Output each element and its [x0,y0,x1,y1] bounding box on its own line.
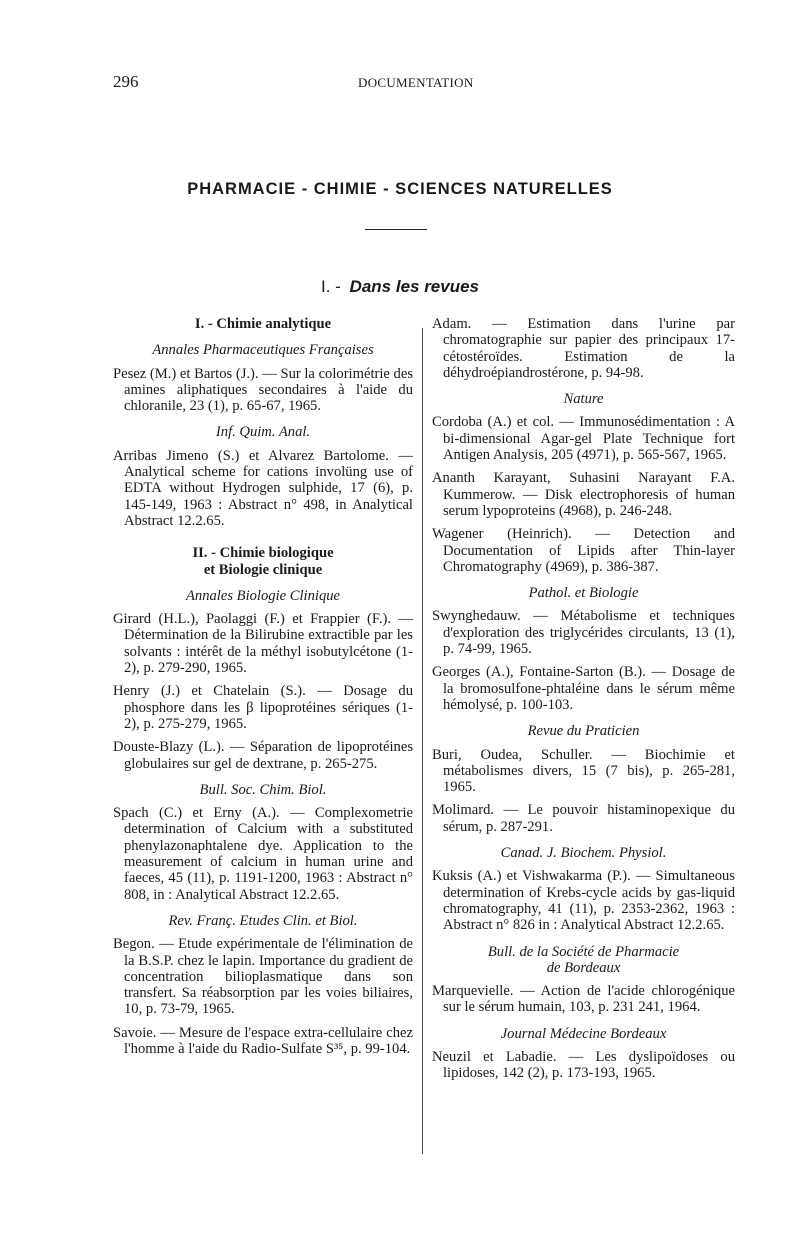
bibliography-entry: Swynghedauw. — Métabolisme et techniques d'exploration des triglycérides circulants, 13 (1), p. 74-99, 1965. [432,608,735,658]
bibliography-entry: Georges (A.), Fontaine-Sarton (B.). — Dosage de la bromosulfone-phtaléine dans le sérum même hémolysé, p. 100-103. [432,664,735,713]
journal-heading: Rev. Franç. Etudes Clin. et Biol. [168,912,358,929]
bibliography-entry: Spach (C.) et Erny (A.). — Complexometrie determination of Calcium with a substituted phenylazonaphtalene dye. Application to the measurement of calcium in human urine and faeces, 45 (11), p. 1191-1200, 1963 : Abstract n° 808, in : Analytical Abstract 12.2.65. [113,805,413,903]
journal-heading [432,944,735,977]
bibliography-entry: Buri, Oudea, Schuller. — Biochimie et métabolismes divers, 15 (7 bis), p. 265-281, 1965. [432,746,735,796]
journal-heading-line: de Bordeaux [546,959,621,976]
journal-heading: Journal Médecine Bordeaux [500,1025,667,1042]
category-heading-line: II. - Chimie biologique [192,545,334,562]
journal-heading: Pathol. et Biologie [528,585,639,602]
bibliography-entry: Henry (J.) et Chatelain (S.). — Dosage du phosphore dans les β lipoprotéines sériques (1-2), p. 275-279, 1965. [113,683,413,732]
bibliography-entry: Douste-Blazy (L.). — Séparation de lipoprotéines globulaires sur gel de dextrane, p. 265-275. [113,739,413,772]
bibliography-entry: Girard (H.L.), Paolaggi (F.) et Frappier (F.). — Détermination de la Bilirubine extractible par les solvants : intérêt de la méthyl isobutylcétone (1-2), p. 279-290, 1965. [113,611,413,677]
journal-heading: Nature [563,391,604,408]
bibliography-entry: Ananth Karayant, Suhasini Narayant F.A. Kummerow. — Disk electrophoresis of human serum lypoproteins (4968), p. 246-248. [432,470,735,519]
journal-heading: Bull. Soc. Chim. Biol. [199,781,327,798]
running-header: DOCUMENTATION [358,75,474,90]
category-heading-line: et Biologie clinique [203,561,323,578]
bibliography-entry: Savoie. — Mesure de l'espace extra-cellulaire chez l'homme à l'aide du Radio-Sulfate S³⁵, p. 99-104. [113,1024,413,1057]
part-number: I. - [320,277,341,296]
journal-heading-line: Bull. de la Société de Pharmacie [487,943,680,960]
bibliography-entry: Wagener (Heinrich). — Detection and Documentation of Lipids after Thin-layer Chromatography (4969), p. 386-387. [432,526,735,575]
page-number: 296 [113,72,139,91]
journal-heading: Revue du Praticien [527,723,640,740]
section-title: PHARMACIE - CHIMIE - SCIENCES NATURELLES [187,180,613,198]
bibliography-entry: Arribas Jimeno (S.) et Alvarez Bartolome. — Analytical scheme for cations involüng use of EDTA without Hydrogen sulphide, 17 (6), p. 145-149, 1963 : Abstract n° 498, in Analytical Abstract 12.2.65. [113,447,413,529]
journal-heading: Canad. J. Biochem. Physiol. [500,845,667,862]
bibliography-entry: Begon. — Etude expérimentale de l'élimination de la B.S.P. chez le lapin. Importance du gradient de concentration bilioplasmatique dans son transfert. Sa réabsorption par les voies biliaires, 10, p. 73-79, 1965. [113,936,413,1018]
bibliography-entry: Cordoba (A.) et col. — Immunosédimentation : A bi-dimensional Agar-gel Plate Technique fort Antigen Analysis, 205 (4971), p. 565-567, 1965. [432,414,735,464]
bibliography-entry: Adam. — Estimation dans l'urine par chromatographie sur papier des principaux 17-cétostéroïdes. Estimation de la déhydroépiandrostérone, p. 94-98. [432,316,735,381]
title-rule [365,229,427,230]
bibliography-entry: Molimard. — Le pouvoir histaminopexique du sérum, p. 287-291. [432,802,735,835]
category-heading: I. - Chimie analytique [194,316,332,332]
part-title [0,277,800,297]
bibliography-entry: Pesez (M.) et Bartos (J.). — Sur la colorimétrie des amines aliphatiques secondaires à l'aide du chloranile, 23 (1), p. 65-67, 1965. [113,365,413,415]
category-heading [113,545,413,578]
journal-heading: Annales Biologie Clinique [185,587,341,604]
bibliography-entry: Kuksis (A.) et Vishwakarma (P.). — Simultaneous determination of Krebs-cycle acids by gas-liquid chromatography, 41 (11), p. 2353-2362, 1963 : Abstract n° 826 in : Analytical Abstract 12.2.65. [432,868,735,934]
journal-heading: Annales Pharmaceutiques Françaises [152,342,374,359]
column-divider [422,328,423,1154]
part-title-text: Dans les revues [349,277,480,296]
journal-heading: Inf. Quim. Anal. [215,424,311,441]
bibliography-entry: Marquevielle. — Action de l'acide chlorogénique sur le sérum humain, 103, p. 231 241, 1964. [432,983,735,1016]
bibliography-entry: Neuzil et Labadie. — Les dyslipoïdoses ou lipidoses, 142 (2), p. 173-193, 1965. [432,1048,735,1082]
left-column [113,316,413,1057]
right-column [432,316,735,1082]
